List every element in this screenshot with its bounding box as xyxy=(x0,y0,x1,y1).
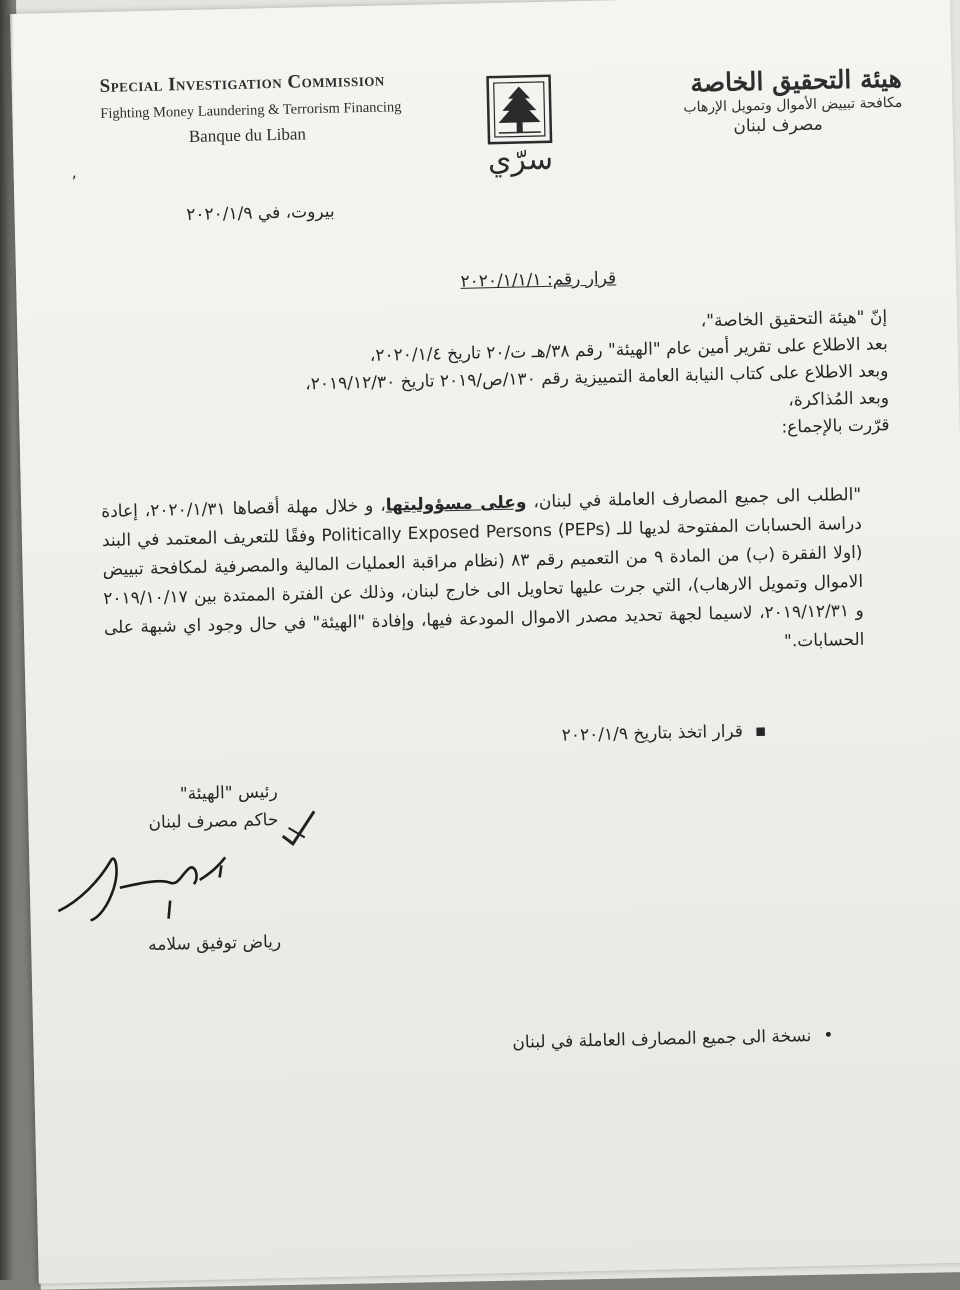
resolution-part-2: ، و خلال مهلة أقصاها ٢٠٢٠/١/٣١، إعادة دراسة الحسابات المفتوحة لديها للـ Politically Exposed Persons (PEPs) وفقًا للتعريف المعتمد في البند (اولا الفقرة (ب) من المادة ٩ من التعميم رقم ٨٣ (نظام مراقبة العمليات المالية والمصرفية لمكافحة تبييض الاموال وتمويل الارهاب)، التي جرت عليها تحاويل الى خارج لبنان، وذلك عن الفترة الممتدة بين ٢٠١٩/١٠/١٧ و ٢٠١٩/١٢/٣١، لاسيما لجهة تحديد مصدر الاموال المودعة فيها، وإفادة "الهيئة" في حال وجود اي شبهة على الحسابات." xyxy=(101,495,865,652)
decision-number: قرار رقم: ٢٠٢٠/١/١/١ xyxy=(460,268,617,292)
bank-name-ar: مصرف لبنان xyxy=(733,114,823,137)
copy-distribution xyxy=(453,1026,833,1055)
preamble-line: قرّرت بالإجماع: xyxy=(781,415,890,438)
page-edge-shadow xyxy=(0,0,14,1280)
preamble xyxy=(127,304,890,456)
commission-mission-en: Fighting Money Laundering & Terrorism Financing xyxy=(100,99,402,122)
commission-name-en: Special Investigation Commission xyxy=(99,69,386,97)
decision-taken-line xyxy=(406,721,766,749)
bank-name-en: Banque du Liban xyxy=(188,124,307,146)
preamble-line: بعد الاطلاع على تقرير أمين عام "الهيئة" رقم ٣٨/هـ ت/٢٠ تاريخ ٢٠٢٠/١/٤، xyxy=(369,334,888,366)
resolution-text xyxy=(101,481,865,672)
initial-mark-icon xyxy=(278,807,319,848)
resolution-emphasis: وعلى مسؤوليتها xyxy=(385,492,527,516)
cedar-emblem-icon xyxy=(486,74,554,145)
classification-label: سرّي xyxy=(487,141,554,179)
preamble-line: وبعد الاطلاع على كتاب النيابة العامة التمييزية رقم ١٣٠/ص/٢٠١٩ تاريخ ٢٠١٩/١٢/٣٠، xyxy=(305,361,889,395)
decision-taken-text: قرار اتخذ بتاريخ ٢٠٢٠/١/٩ xyxy=(561,721,744,746)
commission-mission-ar: مكافحة تبييض الأموال وتمويل الإرهاب xyxy=(683,94,903,116)
signatory-title xyxy=(77,778,278,839)
signatory-role-2: حاكم مصرف لبنان xyxy=(148,810,279,834)
handwritten-signature-icon xyxy=(49,837,251,932)
signatory-name: رياض توفيق سلامه xyxy=(147,932,282,956)
copy-distribution-text: نسخة الى جميع المصارف العاملة في لبنان xyxy=(512,1026,812,1053)
bullet-icon: • xyxy=(823,1025,834,1046)
resolution-part-1: "الطلب الى جميع المصارف العاملة في لبنان، xyxy=(526,484,862,513)
signatory-role-1: رئيس "الهيئة" xyxy=(179,782,278,805)
english-letterhead xyxy=(99,68,451,149)
square-bullet-icon: ▪ xyxy=(754,721,767,742)
place-date: بيروت، في ٢٠٢٠/١/٩ xyxy=(186,201,335,226)
commission-name-ar: هيئة التحقيق الخاصة xyxy=(690,63,903,98)
document-page xyxy=(10,0,960,1284)
preamble-line: إنّ "هيئة التحقيق الخاصة"، xyxy=(700,307,888,332)
preamble-line: وبعد المُذاكرة، xyxy=(788,388,890,411)
comma-mark: , xyxy=(71,162,77,182)
arabic-letterhead xyxy=(571,64,902,140)
